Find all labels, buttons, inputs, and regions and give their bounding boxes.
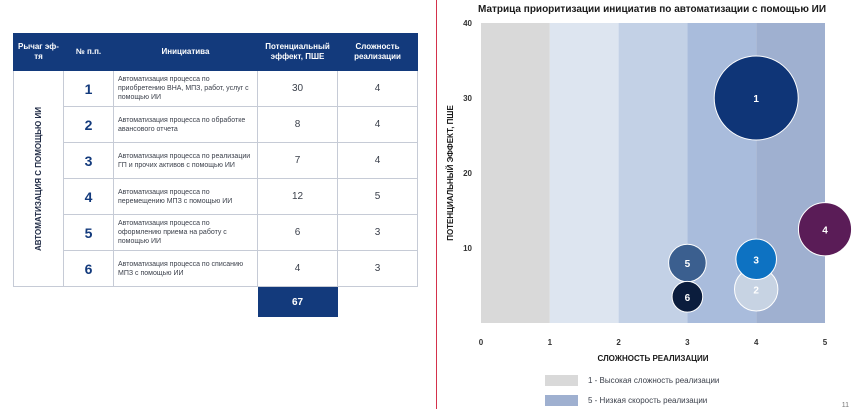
bubble-label: 1 [753,94,759,105]
background-band [481,23,550,323]
initiatives-table [13,33,418,317]
row-initiative: Автоматизация процесса по списанию МПЗ с помощью ИИ [114,251,258,287]
header-initiative: Инициатива [114,34,258,71]
x-tick-label: 0 [478,338,484,347]
row-effect: 6 [258,215,338,251]
total-effect: 67 [258,287,338,318]
x-tick-label: 4 [753,338,759,347]
row-number: 5 [64,215,114,251]
row-effect: 30 [258,71,338,107]
table-header-row [14,34,418,71]
row-initiative: Автоматизация процесса по реализации ГП и прочих активов с помощью ИИ [114,143,258,179]
row-effect: 7 [258,143,338,179]
table-row [14,143,418,179]
header-lever: Рычаг эф-тя [14,34,64,71]
total-row [14,287,418,318]
row-complexity: 4 [338,71,418,107]
x-tick-label: 1 [547,338,553,347]
row-complexity: 3 [338,251,418,287]
y-tick-label: 10 [463,244,472,253]
legend-label: 1 - Высокая сложность реализации [588,376,720,385]
table-row [14,107,418,143]
x-tick-label: 2 [616,338,621,347]
bubble-label: 2 [753,285,759,297]
x-tick-label: 5 [822,338,828,347]
bubble-label: 5 [684,259,691,270]
row-initiative: Автоматизация процесса по приобретению ВНА, МПЗ, работ, услуг с помощью ИИ [114,71,258,107]
header-complexity: Сложность реализации [338,34,418,71]
row-complexity: 3 [338,215,418,251]
row-complexity: 4 [338,143,418,179]
table-row [14,215,418,251]
y-tick-label: 40 [463,19,472,28]
bubble-label: 3 [753,255,759,267]
row-initiative: Автоматизация процесса по перемещению МПЗ с помощью ИИ [114,179,258,215]
row-number: 4 [64,179,114,215]
row-complexity: 5 [338,179,418,215]
x-axis-label: СЛОЖНОСТЬ РЕАЛИЗАЦИИ [597,354,709,363]
legend-label: 5 - Низкая скорость реализации [588,396,708,405]
row-effect: 4 [258,251,338,287]
row-number: 1 [64,71,114,107]
background-band [550,23,619,323]
row-effect: 8 [258,107,338,143]
y-tick-label: 20 [463,169,472,178]
header-effect: Потенциальный эффект, ПШЕ [258,34,338,71]
bubble-label: 6 [684,292,691,304]
row-number: 6 [64,251,114,287]
row-number: 3 [64,143,114,179]
page-number: 11 [841,402,849,409]
bubble-label: 4 [822,225,828,237]
lever-label: АВТОМАТИЗАЦИЯ С ПОМОЩЬЮ ИИ [33,106,43,251]
chart-title: Матрица приоритизации инициатив по автоматизации с помощью ИИ [478,4,827,15]
bubble-chart [436,15,856,365]
row-effect: 12 [258,179,338,215]
legend-swatch [545,375,578,386]
legend-swatch [545,395,578,406]
table-row [14,179,418,215]
row-initiative: Автоматизация процесса по оформлению приема на работу с помощью ИИ [114,215,258,251]
lever-cell [14,71,64,287]
table-row [14,251,418,287]
x-tick-label: 3 [685,338,690,347]
row-initiative: Автоматизация процесса по обработке авансового отчета [114,107,258,143]
y-tick-label: 30 [463,94,472,103]
header-num: № п.п. [64,34,114,71]
row-complexity: 4 [338,107,418,143]
table-row [14,71,418,107]
y-axis-label: ПОТЕНЦИАЛЬНЫЙ ЭФФЕКТ, ПШЕ [446,105,455,241]
row-number: 2 [64,107,114,143]
